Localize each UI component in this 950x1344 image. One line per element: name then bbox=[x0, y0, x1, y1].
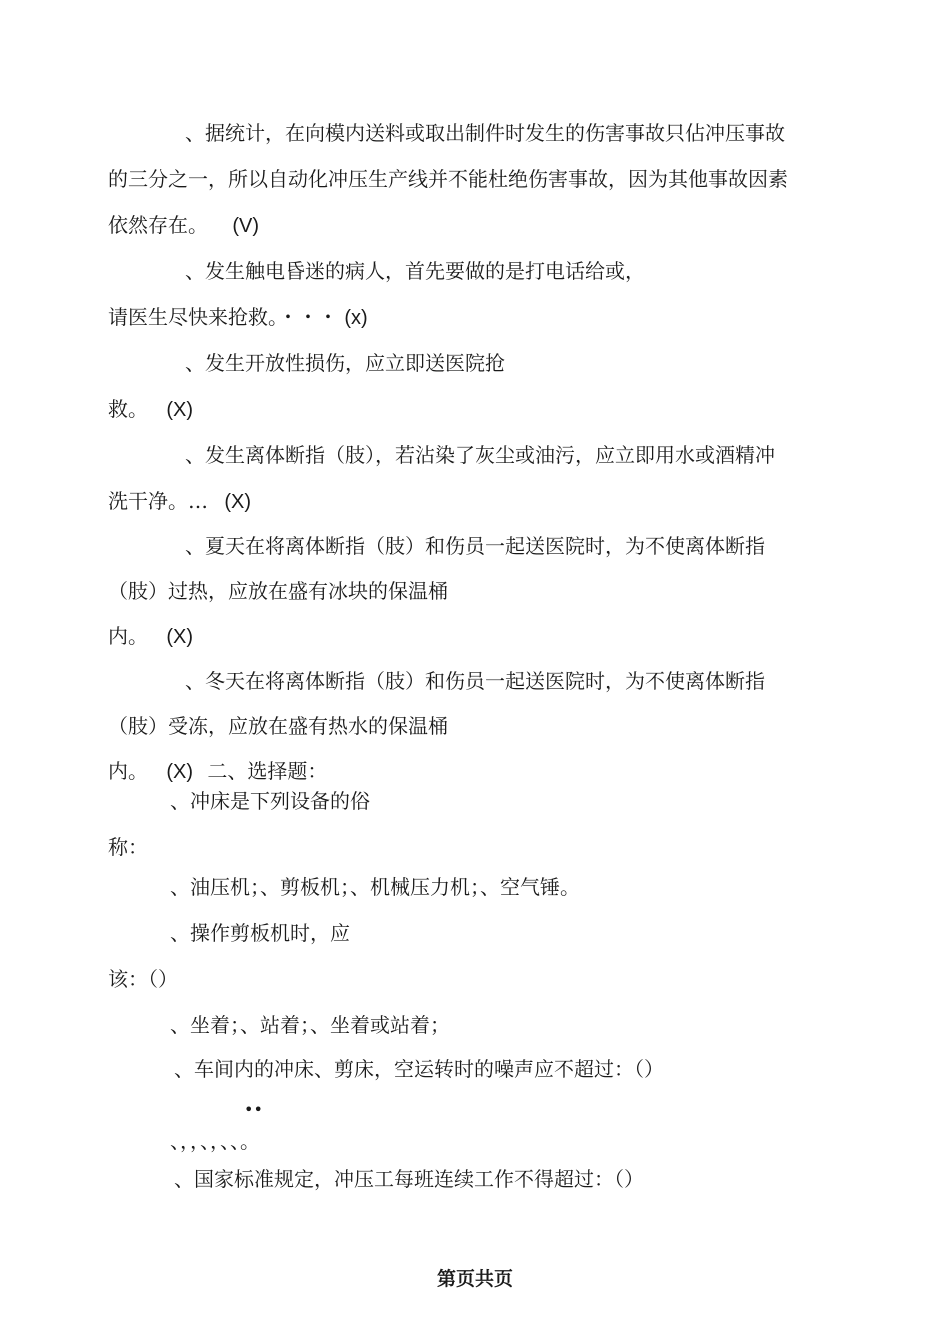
judgement-1-answer: (V) bbox=[232, 215, 260, 237]
choice-1-line-1: 、冲床是下列设备的俗 bbox=[170, 789, 370, 813]
judgement-1-text: 依然存在。 bbox=[108, 213, 208, 237]
page-footer: 第页共页 bbox=[436, 1268, 513, 1290]
judgement-4-text: 洗干净。… bbox=[108, 489, 208, 513]
judgement-5-answer: (X) bbox=[166, 626, 194, 648]
judgement-6-line-2: （肢）受冻，应放在盛有热水的保温桶 bbox=[108, 714, 448, 738]
judgement-3-answer: (X) bbox=[166, 399, 194, 421]
choice-3-line: 、车间内的冲床、剪床，空运转时的噪声应不超过：（） bbox=[174, 1057, 664, 1081]
judgement-6-line-3 bbox=[108, 759, 327, 784]
judgement-3-text: 救。 bbox=[108, 397, 148, 421]
judgement-5-line-2: （肢）过热，应放在盛有冰块的保温桶 bbox=[108, 579, 448, 603]
judgement-4-answer: (X) bbox=[224, 491, 252, 513]
choice-2-options: 、坐着；、站着；、坐着或站着； bbox=[170, 1013, 450, 1037]
judgement-1-line-1: 、据统计，在向模内送料或取出制件时发生的伤害事故只佔冲压事故 bbox=[185, 121, 785, 145]
choice-1-options: 、油压机；、剪板机；、机械压力机；、空气锤。 bbox=[170, 875, 580, 899]
judgement-6-line-1: 、冬天在将离体断指（肢）和伤员一起送医院时，为不使离体断指 bbox=[185, 669, 765, 693]
section-title: 二、选择题： bbox=[207, 759, 328, 783]
judgement-1-line-2: 的三分之一，所以自动化冲压生产线并不能杜绝伤害事故，因为其他事故因素 bbox=[108, 167, 788, 191]
choice-3-options: 、，，、，、、。 bbox=[170, 1129, 260, 1153]
judgement-1-line-3 bbox=[108, 213, 259, 238]
judgement-3-line-2 bbox=[108, 397, 193, 422]
judgement-6-answer: (X) bbox=[166, 761, 194, 783]
judgement-2-answer: (x) bbox=[344, 307, 368, 329]
choice-4-line: 、国家标准规定，冲压工每班连续工作不得超过：（） bbox=[174, 1167, 644, 1191]
judgement-5-line-3 bbox=[108, 624, 193, 649]
judgement-4-line-1: 、发生离体断指（肢），若沾染了灰尘或油污，应立即用水或酒精冲 bbox=[185, 443, 775, 467]
judgement-2-line-2 bbox=[108, 305, 368, 330]
choice-1-line-2: 称： bbox=[108, 835, 148, 859]
judgement-4-line-2 bbox=[108, 489, 251, 514]
choice-2-line-1: 、操作剪板机时，应 bbox=[170, 921, 350, 945]
choice-2-line-2: 该：（） bbox=[108, 967, 178, 991]
judgement-2-line-1: 、发生触电昏迷的病人，首先要做的是打电话给或， bbox=[185, 259, 645, 283]
choice-3-dots: •• bbox=[244, 1100, 263, 1119]
judgement-6-text: 内。 bbox=[108, 759, 148, 783]
judgement-5-text: 内。 bbox=[108, 624, 148, 648]
judgement-2-text: 请医生尽快来抢救。・・・ bbox=[108, 305, 338, 329]
judgement-5-line-1: 、夏天在将离体断指（肢）和伤员一起送医院时，为不使离体断指 bbox=[185, 534, 765, 558]
judgement-3-line-1: 、发生开放性损伤，应立即送医院抢 bbox=[185, 351, 505, 375]
